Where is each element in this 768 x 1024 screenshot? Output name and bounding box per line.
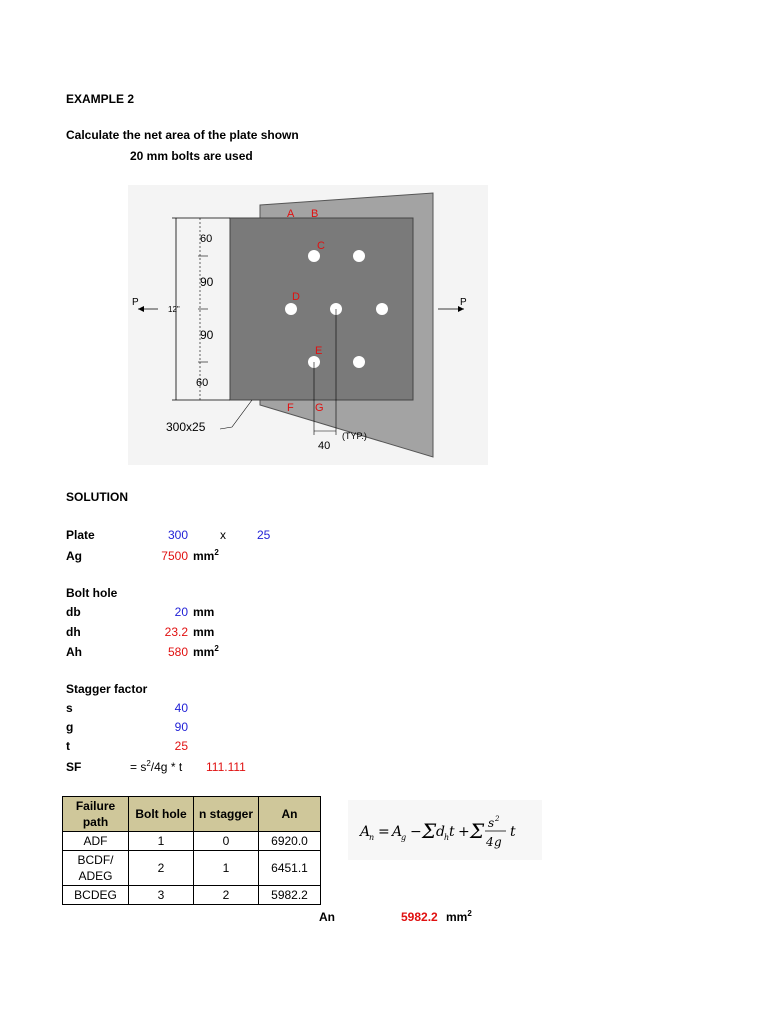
- dim-90-a: 90: [200, 275, 214, 289]
- svg-text:Σ: Σ: [470, 819, 485, 843]
- cell-path: BCDEG: [63, 886, 129, 905]
- bolts-note: 20 mm bolts are used: [130, 149, 253, 163]
- dim-40: 40: [318, 440, 331, 452]
- dim-60-top: 60: [200, 233, 213, 245]
- dim-60-bot: 60: [196, 377, 209, 389]
- point-b-label: B: [311, 208, 319, 220]
- dh-label: dh: [66, 625, 81, 639]
- bolt-hole: [353, 356, 365, 368]
- svg-text:t: t: [449, 824, 455, 840]
- net-area-formula: [348, 800, 542, 860]
- problem-statement: Calculate the net area of the plate shown: [66, 128, 299, 142]
- table-row: [63, 886, 321, 905]
- dim-90-b: 90: [200, 328, 214, 342]
- svg-text:n: n: [369, 833, 375, 842]
- ah-label: Ah: [66, 645, 82, 659]
- col-an: An: [259, 797, 321, 832]
- svg-text:s: s: [488, 816, 495, 830]
- cell-n-stagger: 1: [194, 851, 259, 886]
- point-d-label: D: [292, 291, 300, 303]
- stagger-title: Stagger factor: [66, 682, 148, 696]
- svg-text:d: d: [436, 824, 445, 840]
- cell-path: ADF: [63, 832, 129, 851]
- plate-diagram: [128, 185, 488, 465]
- point-f-label: F: [287, 402, 294, 414]
- ag-unit: $mm^2$: [193, 548, 219, 563]
- table-row: [63, 832, 321, 851]
- t-label: t: [66, 739, 70, 753]
- cell-an: 6451.1: [259, 851, 321, 886]
- svg-text:g: g: [494, 835, 502, 849]
- failure-path-table: [62, 796, 321, 905]
- cell-n-stagger: 2: [194, 886, 259, 905]
- svg-text:g: g: [401, 833, 407, 842]
- load-right: P: [460, 297, 467, 308]
- cell-bolt-hole: 3: [129, 886, 194, 905]
- plate-thickness: 25: [257, 528, 271, 542]
- cell-an: 5982.2: [259, 886, 321, 905]
- table-row: [63, 851, 321, 886]
- point-e-label: E: [315, 345, 323, 357]
- formula-graphic: [348, 800, 542, 860]
- point-a-label: A: [287, 208, 295, 220]
- sf-formula: = $s^2/4g$ * t: [130, 759, 183, 774]
- load-left: P: [132, 297, 139, 308]
- typ-label: (TYP.): [342, 431, 367, 441]
- col-bolt-hole: Bolt hole: [129, 797, 194, 832]
- cell-an: 6920.0: [259, 832, 321, 851]
- svg-text:2: 2: [495, 815, 500, 823]
- svg-text:4: 4: [486, 835, 494, 849]
- s-value: 40: [174, 701, 188, 715]
- plate-width: 300: [167, 528, 188, 542]
- bolt-hole-title: Bolt hole: [66, 586, 118, 600]
- example-heading: EXAMPLE 2: [66, 92, 135, 106]
- table-header-row: [63, 797, 321, 832]
- plate-size-label: 300x25: [166, 420, 206, 434]
- svg-text:A: A: [392, 824, 403, 840]
- db-unit: mm: [193, 605, 215, 619]
- svg-text:t: t: [510, 824, 516, 840]
- cell-path: BCDF/ ADEG: [63, 851, 129, 886]
- g-value: 90: [174, 720, 188, 734]
- ah-value: 580: [167, 645, 188, 659]
- s-label: s: [66, 701, 73, 715]
- db-label: db: [66, 605, 81, 619]
- sf-label: SF: [66, 760, 82, 774]
- dim-12: 12": [168, 305, 180, 314]
- bolt-hole: [285, 303, 297, 315]
- svg-text:+: +: [458, 824, 470, 840]
- bolt-hole: [353, 250, 365, 262]
- cell-bolt-hole: 2: [129, 851, 194, 886]
- col-n-stagger: n stagger: [194, 797, 259, 832]
- cell-n-stagger: 0: [194, 832, 259, 851]
- g-label: g: [66, 720, 74, 734]
- point-c-label: C: [317, 240, 325, 252]
- svg-text:−: −: [410, 824, 422, 840]
- sf-value: 111.111: [206, 760, 246, 774]
- col-failure-path: Failure path: [63, 797, 129, 832]
- plate-label: Plate: [66, 528, 95, 542]
- result-label: An: [319, 910, 335, 924]
- plate-figure: [128, 185, 488, 465]
- svg-text:Σ: Σ: [422, 819, 437, 843]
- cell-bolt-hole: 1: [129, 832, 194, 851]
- svg-text:=: =: [378, 824, 390, 840]
- svg-text:h: h: [444, 833, 450, 842]
- point-g-label: G: [315, 402, 324, 414]
- db-value: 20: [174, 605, 188, 619]
- dh-value: 23.2: [164, 625, 188, 639]
- bolt-hole: [376, 303, 388, 315]
- result-value: 5982.2: [401, 910, 438, 924]
- dh-unit: mm: [193, 625, 215, 639]
- t-value: 25: [174, 739, 188, 753]
- ag-label: Ag: [66, 549, 82, 563]
- ah-unit: $mm^2$: [193, 644, 219, 659]
- result-unit: $mm^2$: [446, 909, 472, 924]
- svg-text:A: A: [360, 824, 371, 840]
- times-sign: x: [220, 528, 226, 542]
- ag-value: 7500: [161, 549, 188, 563]
- solution-heading: SOLUTION: [66, 490, 128, 504]
